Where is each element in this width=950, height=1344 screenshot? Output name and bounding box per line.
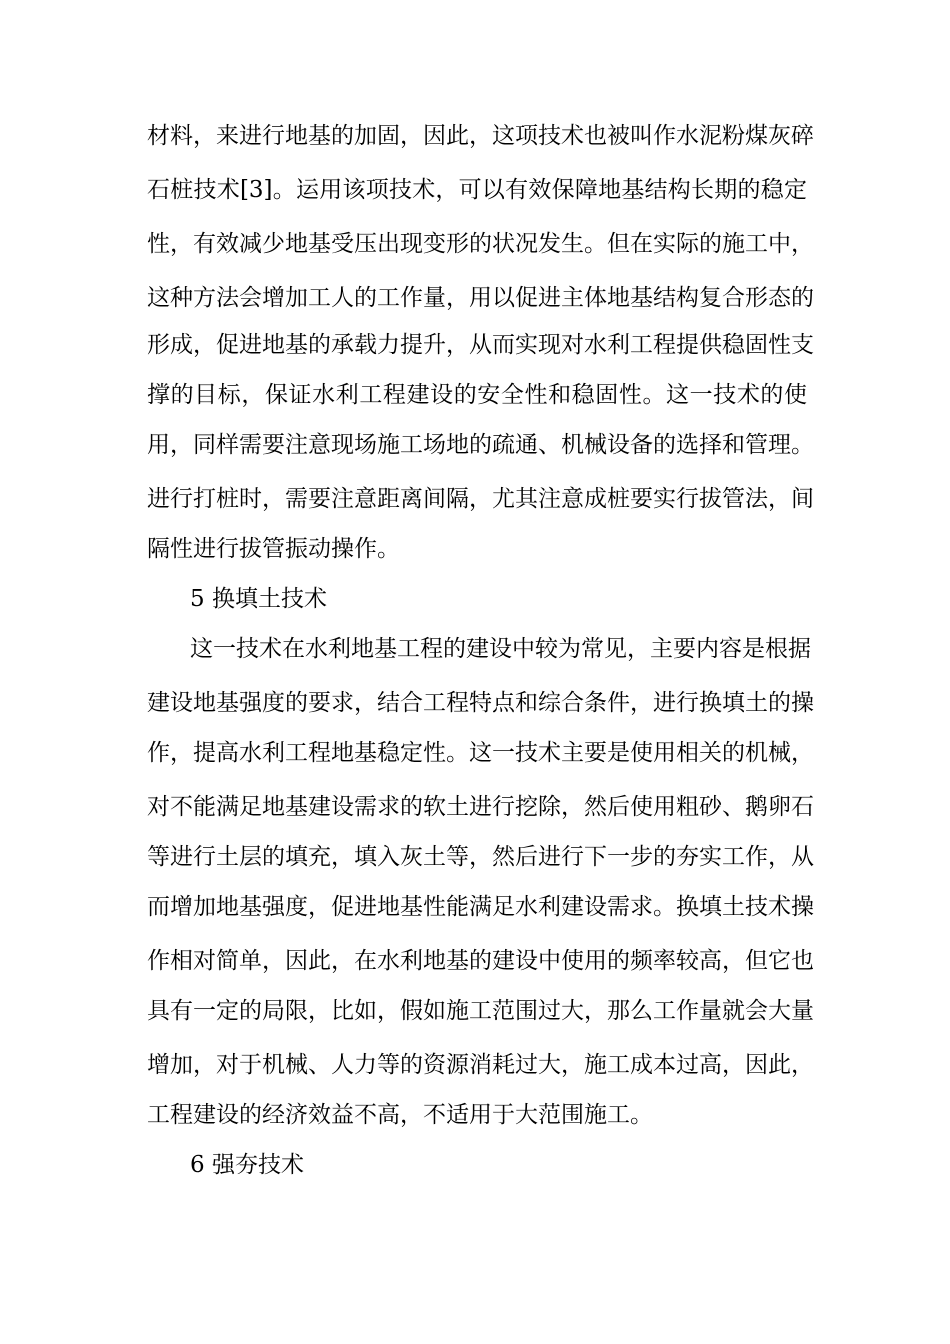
paragraph-line: 增加，对于机械、人力等的资源消耗过大，施工成本过高，因此，: [147, 1052, 814, 1078]
paragraph-line: 建设地基强度的要求，结合工程特点和综合条件，进行换填土的操: [147, 690, 814, 716]
paragraph-line: 作相对简单，因此，在水利地基的建设中使用的频率较高，但它也: [147, 948, 814, 974]
paragraph-line: 形成，促进地基的承载力提升，从而实现对水利工程提供稳固性支: [147, 332, 814, 358]
paragraph-line: 这种方法会增加工人的工作量，用以促进主体地基结构复合形态的: [147, 285, 814, 311]
section-heading-5: 5 换填土技术: [190, 586, 327, 612]
paragraph-line: 工程建设的经济效益不高，不适用于大范围施工。: [147, 1102, 653, 1128]
paragraph-line: 用，同样需要注意现场施工场地的疏通、机械设备的选择和管理。: [147, 432, 814, 458]
paragraph-line: 这一技术在水利地基工程的建设中较为常见，主要内容是根据: [190, 636, 811, 662]
section-heading-6: 6 强夯技术: [190, 1152, 304, 1178]
paragraph-line: 而增加地基强度，促进地基性能满足水利建设需求。换填土技术操: [147, 894, 814, 920]
paragraph-line: 撑的目标，保证水利工程建设的安全性和稳固性。这一技术的使: [147, 382, 807, 408]
paragraph-line: 材料，来进行地基的加固，因此，这项技术也被叫作水泥粉煤灰碎: [147, 123, 814, 149]
paragraph-line: 隔性进行拔管振动操作。: [147, 536, 400, 562]
paragraph-line: 石桩技术[3]。运用该项技术，可以有效保障地基结构长期的稳定: [147, 177, 807, 203]
paragraph-line: 性，有效减少地基受压出现变形的状况发生。但在实际的施工中，: [147, 231, 814, 257]
paragraph-line: 等进行土层的填充，填入灰土等，然后进行下一步的夯实工作，从: [147, 844, 814, 870]
paragraph-line: 作，提高水利工程地基稳定性。这一技术主要是使用相关的机械，: [147, 740, 814, 766]
paragraph-line: 具有一定的局限，比如，假如施工范围过大，那么工作量就会大量: [147, 998, 814, 1024]
paragraph-line: 进行打桩时，需要注意距离间隔，尤其注意成桩要实行拔管法，间: [147, 486, 814, 512]
paragraph-line: 对不能满足地基建设需求的软土进行挖除，然后使用粗砂、鹅卵石: [147, 794, 814, 820]
